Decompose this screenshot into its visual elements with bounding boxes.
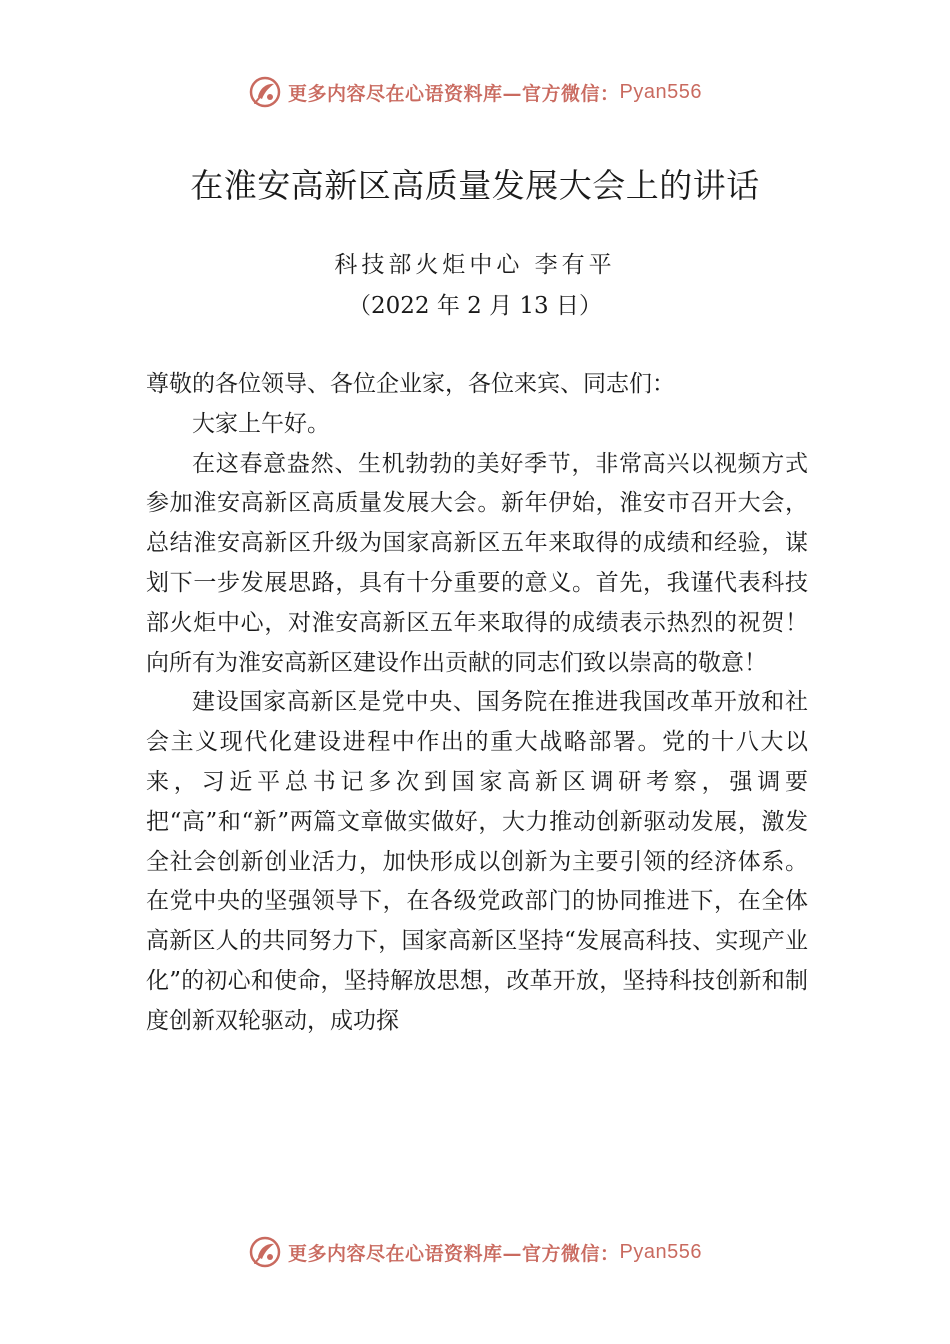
paragraph: 大家上午好。 [192, 410, 330, 437]
watermark-header [0, 72, 950, 112]
watermark-text: 更多内容尽在心语资料库—官方微信： [288, 82, 620, 105]
watermark-wechat-id: Pyan556 [619, 80, 702, 103]
document-body [146, 365, 808, 1042]
paragraph: 在这春意盎然、生机勃勃的美好季节，非常高兴以视频方式参加淮安高新区高质量发展大会。新年伊始，淮安市召开大会，总结淮安高新区升级为国家高新区五年来取得的成绩和经验，谋划下一步发展思路，具有十分重要的意义。首先，我谨代表科技部火炬中心，对淮安高新区五年来取得的成绩表示热烈的祝贺！向所有为淮安高新区建设作出贡献的同志们致以崇高的敬意！ [146, 450, 808, 676]
library-logo-icon [248, 1235, 282, 1269]
paragraph: 建设国家高新区是党中央、国务院在推进我国改革开放和社会主义现代化建设进程中作出的重大战略部署。党的十八大以来，习近平总书记多次到国家高新区调研考察，强调要把“高”和“新”两篇文章做实做好，大力推动创新驱动发展，激发全社会创新创业活力，加快形成以创新为主要引领的经济体系。在党中央的坚强领导下，在各级党政部门的协同推进下，在全体高新区人的共同努力下，国家高新区坚持“发展高科技、实现产业化”的初心和使命，坚持解放思想，改革开放，坚持科技创新和制度创新双轮驱动，成功探 [146, 689, 808, 1034]
library-logo-icon [248, 75, 282, 109]
document-title: 在淮安高新区高质量发展大会上的讲话 [190, 166, 760, 205]
watermark-footer [0, 1232, 950, 1272]
document-author: 科技部火炬中心 李有平 [334, 252, 616, 278]
salutation: 尊敬的各位领导、各位企业家，各位来宾、同志们： [146, 371, 675, 397]
document-date: （2022 年 2 月 13 日） [348, 293, 602, 319]
watermark-text: 更多内容尽在心语资料库—官方微信： [288, 1242, 620, 1265]
watermark-wechat-id: Pyan556 [619, 1240, 702, 1263]
